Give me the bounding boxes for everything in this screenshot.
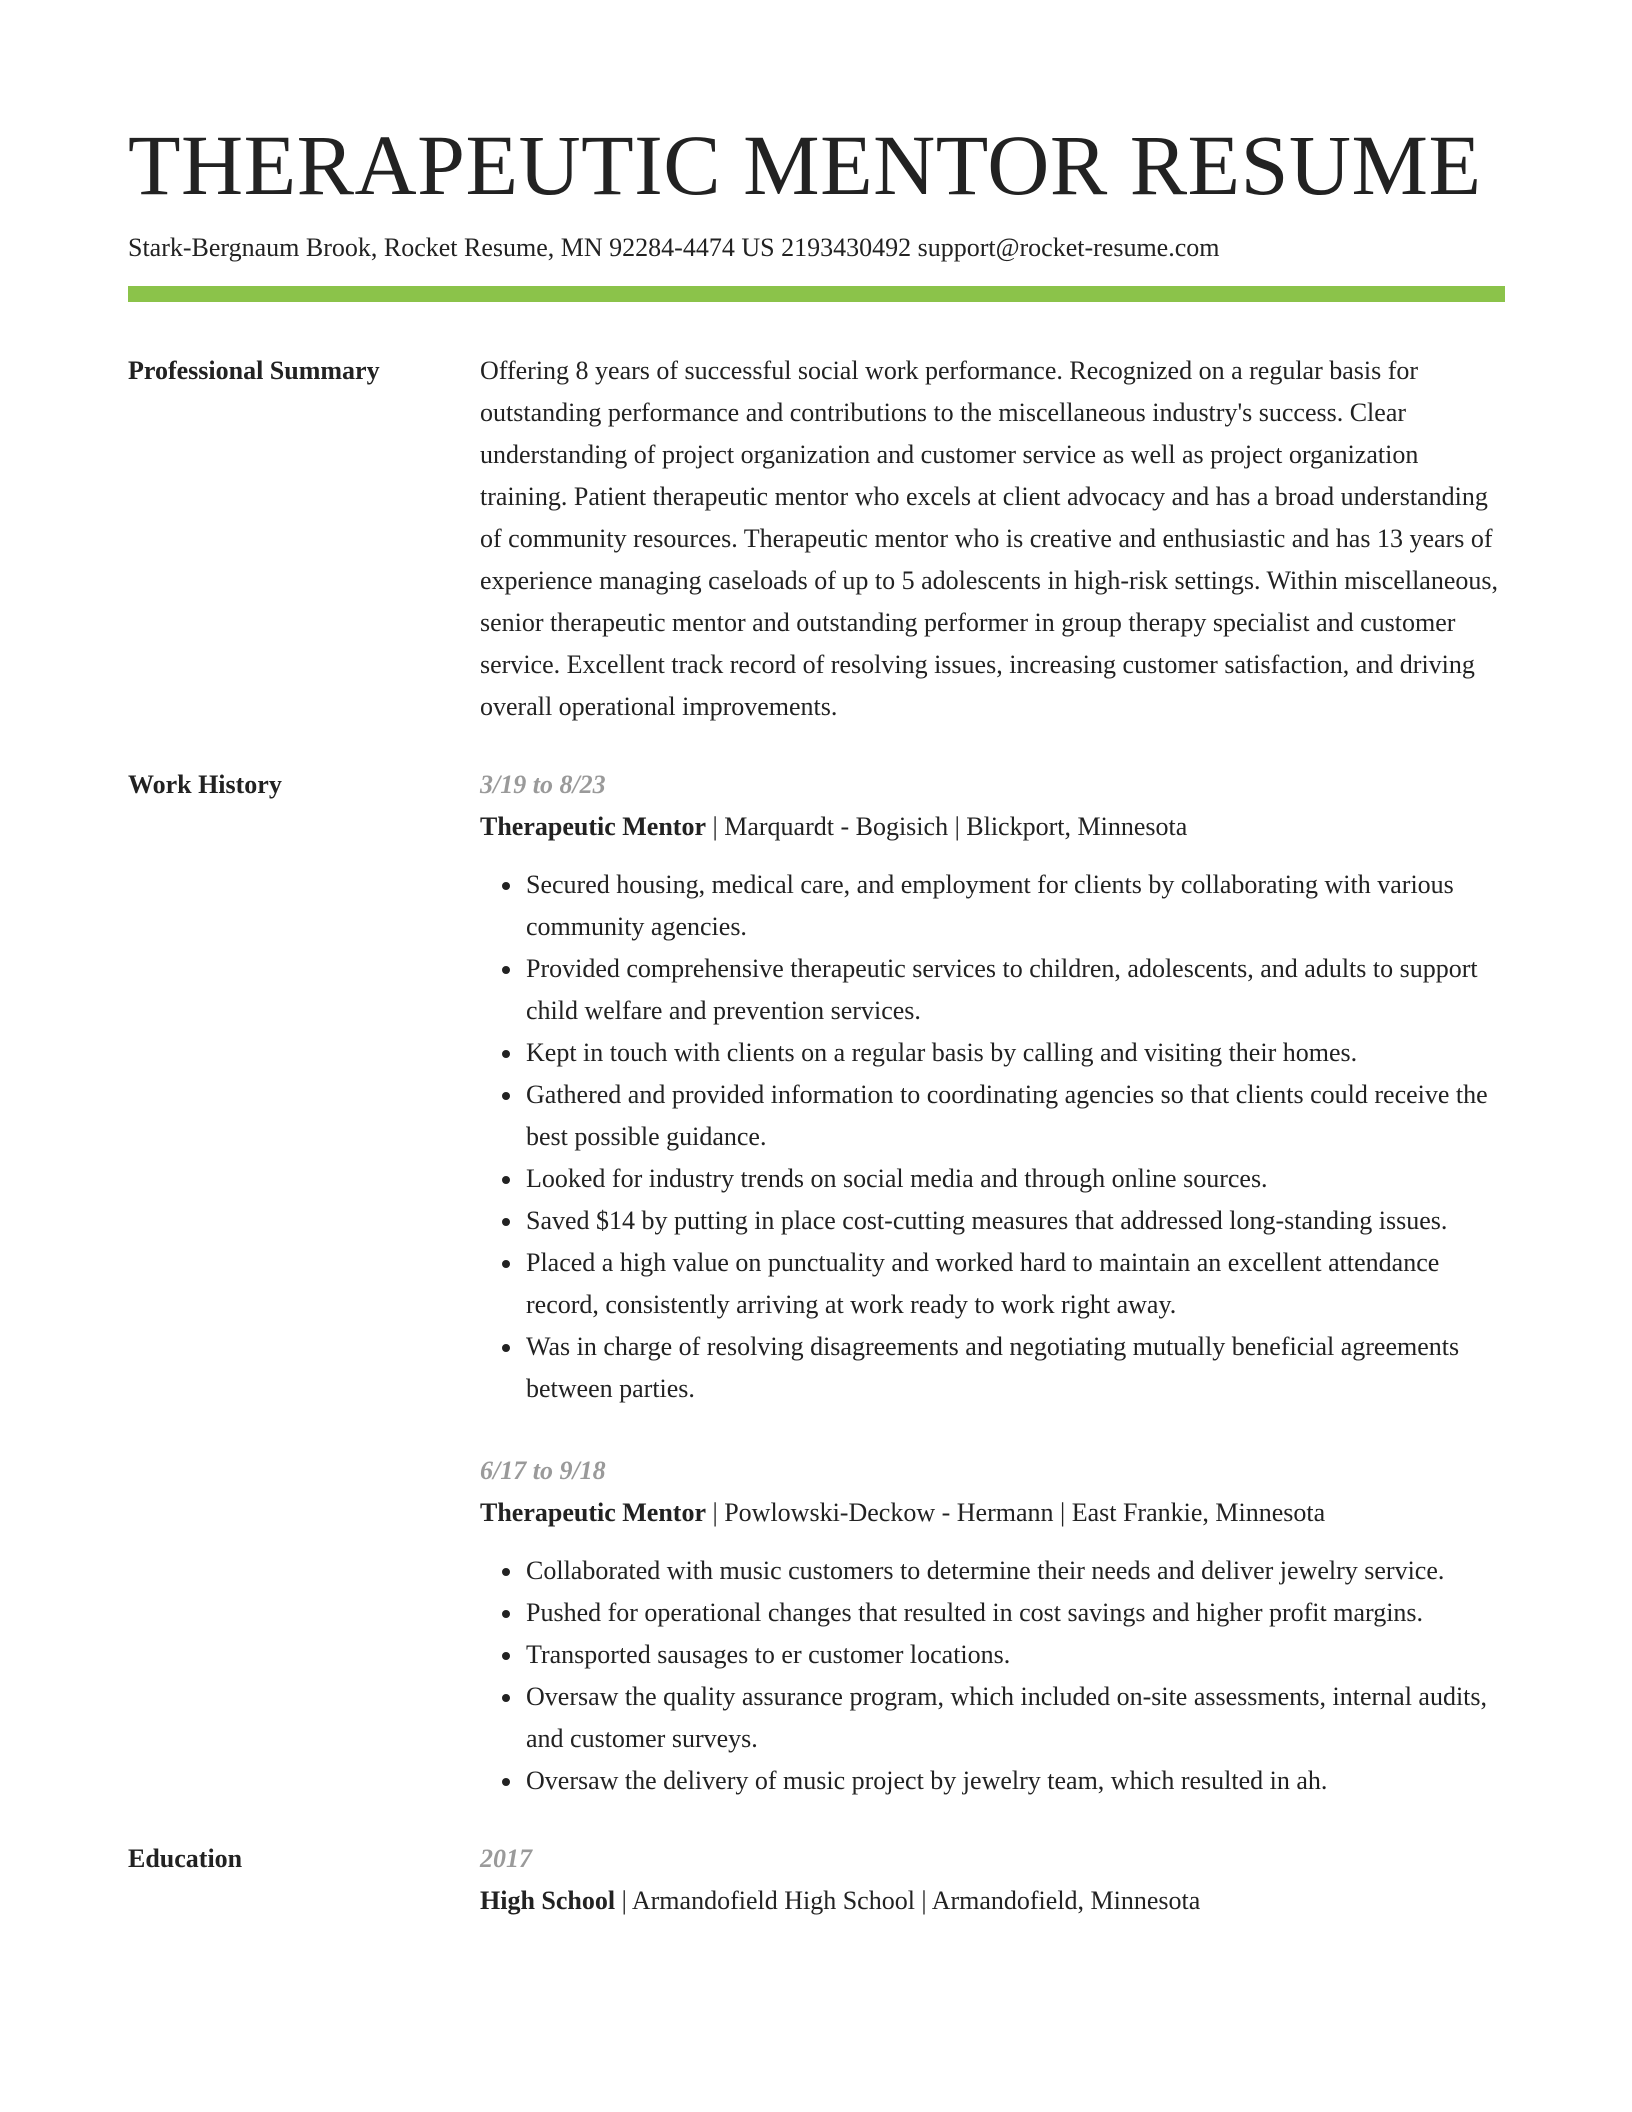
job-duty-item: • Transported sausages to er customer locations. xyxy=(524,1634,1505,1676)
education-section xyxy=(128,1838,1505,1922)
job-title-line xyxy=(480,1492,1505,1534)
job-duty-item: • Kept in touch with clients on a regular basis by calling and visiting their homes. xyxy=(524,1032,1505,1074)
education-school-location: | Armandofield High School | Armandofield, Minnesota xyxy=(615,1886,1201,1915)
job-duty-item: • Saved $14 by putting in place cost-cutting measures that addressed long-standing issues. xyxy=(524,1200,1505,1242)
education-degree-line xyxy=(480,1880,1505,1922)
summary-section xyxy=(128,350,1505,728)
job-duty-item: • Pushed for operational changes that resulted in cost savings and higher profit margins. xyxy=(524,1592,1505,1634)
job-duty-item: • Looked for industry trends on social media and through online sources. xyxy=(524,1158,1505,1200)
job-duty-item: • Secured housing, medical care, and employment for clients by collaborating with various community agencies. xyxy=(524,864,1505,948)
summary-text: Offering 8 years of successful social work performance. Recognized on a regular basis for outstanding performance and contributions to the miscellaneous industry's success. Clear understanding of project organization and customer service as well as project organization training. Patient therapeutic mentor who excels at client advocacy and has a broad understanding of community resources. Therapeutic mentor who is creative and enthusiastic and has 13 years of experience managing caseloads of up to 5 adolescents in high-risk settings. Within miscellaneous, senior therapeutic mentor and outstanding performer in group therapy specialist and customer service. Excellent track record of resolving issues, increasing customer satisfaction, and driving overall operational improvements. xyxy=(480,356,1498,721)
header-divider xyxy=(128,286,1505,302)
job-duty-item: • Provided comprehensive therapeutic services to children, adolescents, and adults to support child welfare and prevention services. xyxy=(524,948,1505,1032)
section-label-work-history: Work History xyxy=(128,770,282,799)
job-duty-item: • Gathered and provided information to coordinating agencies so that clients could receive the best possible guidance. xyxy=(524,1074,1505,1158)
job-dates: 6/17 to 9/18 xyxy=(480,1456,606,1485)
job-role: Therapeutic Mentor xyxy=(480,812,707,841)
summary-body xyxy=(480,350,1505,728)
section-label-summary: Professional Summary xyxy=(128,356,380,385)
job-role: Therapeutic Mentor xyxy=(480,1498,707,1527)
job-duty-item: • Oversaw the quality assurance program, which included on-site assessments, internal audits, and customer surveys. xyxy=(524,1676,1505,1760)
education-degree: High School xyxy=(480,1886,616,1915)
job-title-line xyxy=(480,806,1505,848)
job-duty-item: • Was in charge of resolving disagreements and negotiating mutually beneficial agreements between parties. xyxy=(524,1326,1505,1410)
resume-content xyxy=(128,350,1505,1958)
job-duty-item: • Oversaw the delivery of music project by jewelry team, which resulted in ah. xyxy=(524,1760,1505,1802)
work-history-section xyxy=(128,764,1505,1802)
page-title: THERAPEUTIC MENTOR RESUME xyxy=(128,117,1482,213)
education-body xyxy=(480,1838,1505,1922)
job-duty-item: • Collaborated with music customers to determine their needs and deliver jewelry service. xyxy=(524,1550,1505,1592)
job-entry xyxy=(480,764,1505,1410)
job-entry xyxy=(480,1450,1505,1802)
job-duties-list xyxy=(480,1550,1505,1802)
work-history-body xyxy=(480,764,1505,1802)
job-duties-list xyxy=(480,864,1505,1410)
job-duty-item: • Placed a high value on punctuality and worked hard to maintain an excellent attendance record, consistently arriving at work ready to work right away. xyxy=(524,1242,1505,1326)
education-dates: 2017 xyxy=(480,1844,532,1873)
job-dates: 3/19 to 8/23 xyxy=(480,770,606,799)
job-employer-location: | Powlowski-Deckow - Hermann | East Frankie, Minnesota xyxy=(706,1498,1326,1527)
section-label-education: Education xyxy=(128,1844,243,1873)
contact-line: Stark-Bergnaum Brook, Rocket Resume, MN 92284-4474 US 2193430492 support@rocket-resume.com xyxy=(128,233,1220,262)
job-employer-location: | Marquardt - Bogisich | Blickport, Minnesota xyxy=(706,812,1188,841)
